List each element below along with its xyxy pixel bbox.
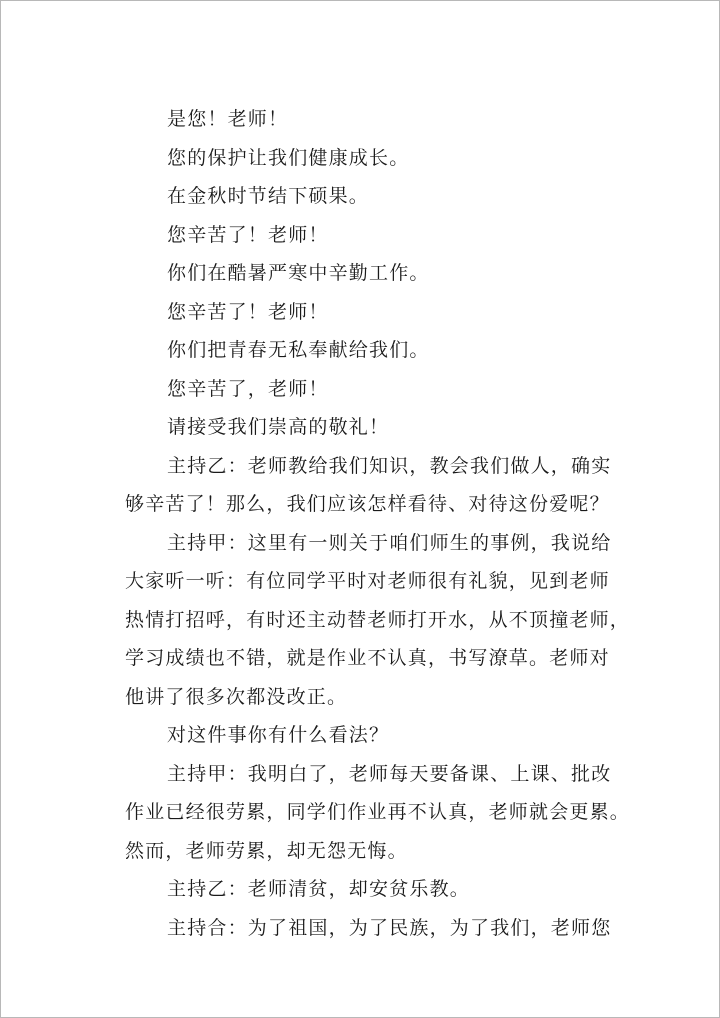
text-line: 大家听一听：有位同学平时对老师很有礼貌，见到老师: [125, 570, 610, 592]
text-line: 主持甲：我明白了，老师每天要备课、上课、批改: [167, 762, 612, 785]
document-body: [125, 100, 631, 947]
text-line: 是您！老师！: [167, 108, 289, 130]
text-line: 您辛苦了！老师！: [167, 223, 329, 246]
text-line: 学习成绩也不错，就是作业不认真，书写潦草。老师对: [125, 647, 610, 669]
text-line: 主持合：为了祖国，为了民族，为了我们，老师您: [167, 916, 612, 939]
text-line: 您辛苦了！老师！: [167, 300, 329, 323]
text-line: 主持甲：这里有一则关于咱们师生的事例，我说给: [167, 531, 612, 554]
text-line: 您的保护让我们健康成长。: [167, 146, 410, 169]
text-line: 作业已经很劳累，同学们作业再不认真，老师就会更累。: [125, 801, 631, 823]
text-line: 主持乙：老师清贫，却安贫乐教。: [167, 878, 471, 900]
text-line: 然而，老师劳累，却无怨无悔。: [125, 839, 408, 862]
text-line: 您辛苦了，老师！: [167, 377, 329, 400]
text-line: 请接受我们崇高的敬礼！: [167, 416, 390, 438]
text-line: 你们在酷暑严寒中辛勤工作。: [167, 262, 430, 284]
text-line: 够辛苦了！那么，我们应该怎样看待、对待这份爱呢？: [125, 493, 610, 515]
text-line: 热情打招呼，有时还主动替老师打开水，从不顶撞老师，: [125, 608, 631, 631]
text-line: 主持乙：老师教给我们知识，教会我们做人，确实: [167, 454, 612, 477]
text-line: 他讲了很多次都没改正。: [125, 685, 348, 708]
text-line: 在金秋时节结下硕果。: [167, 185, 370, 207]
text-line: 你们把青春无私奉献给我们。: [167, 339, 430, 361]
text-line: 对这件事你有什么看法？: [167, 724, 390, 746]
